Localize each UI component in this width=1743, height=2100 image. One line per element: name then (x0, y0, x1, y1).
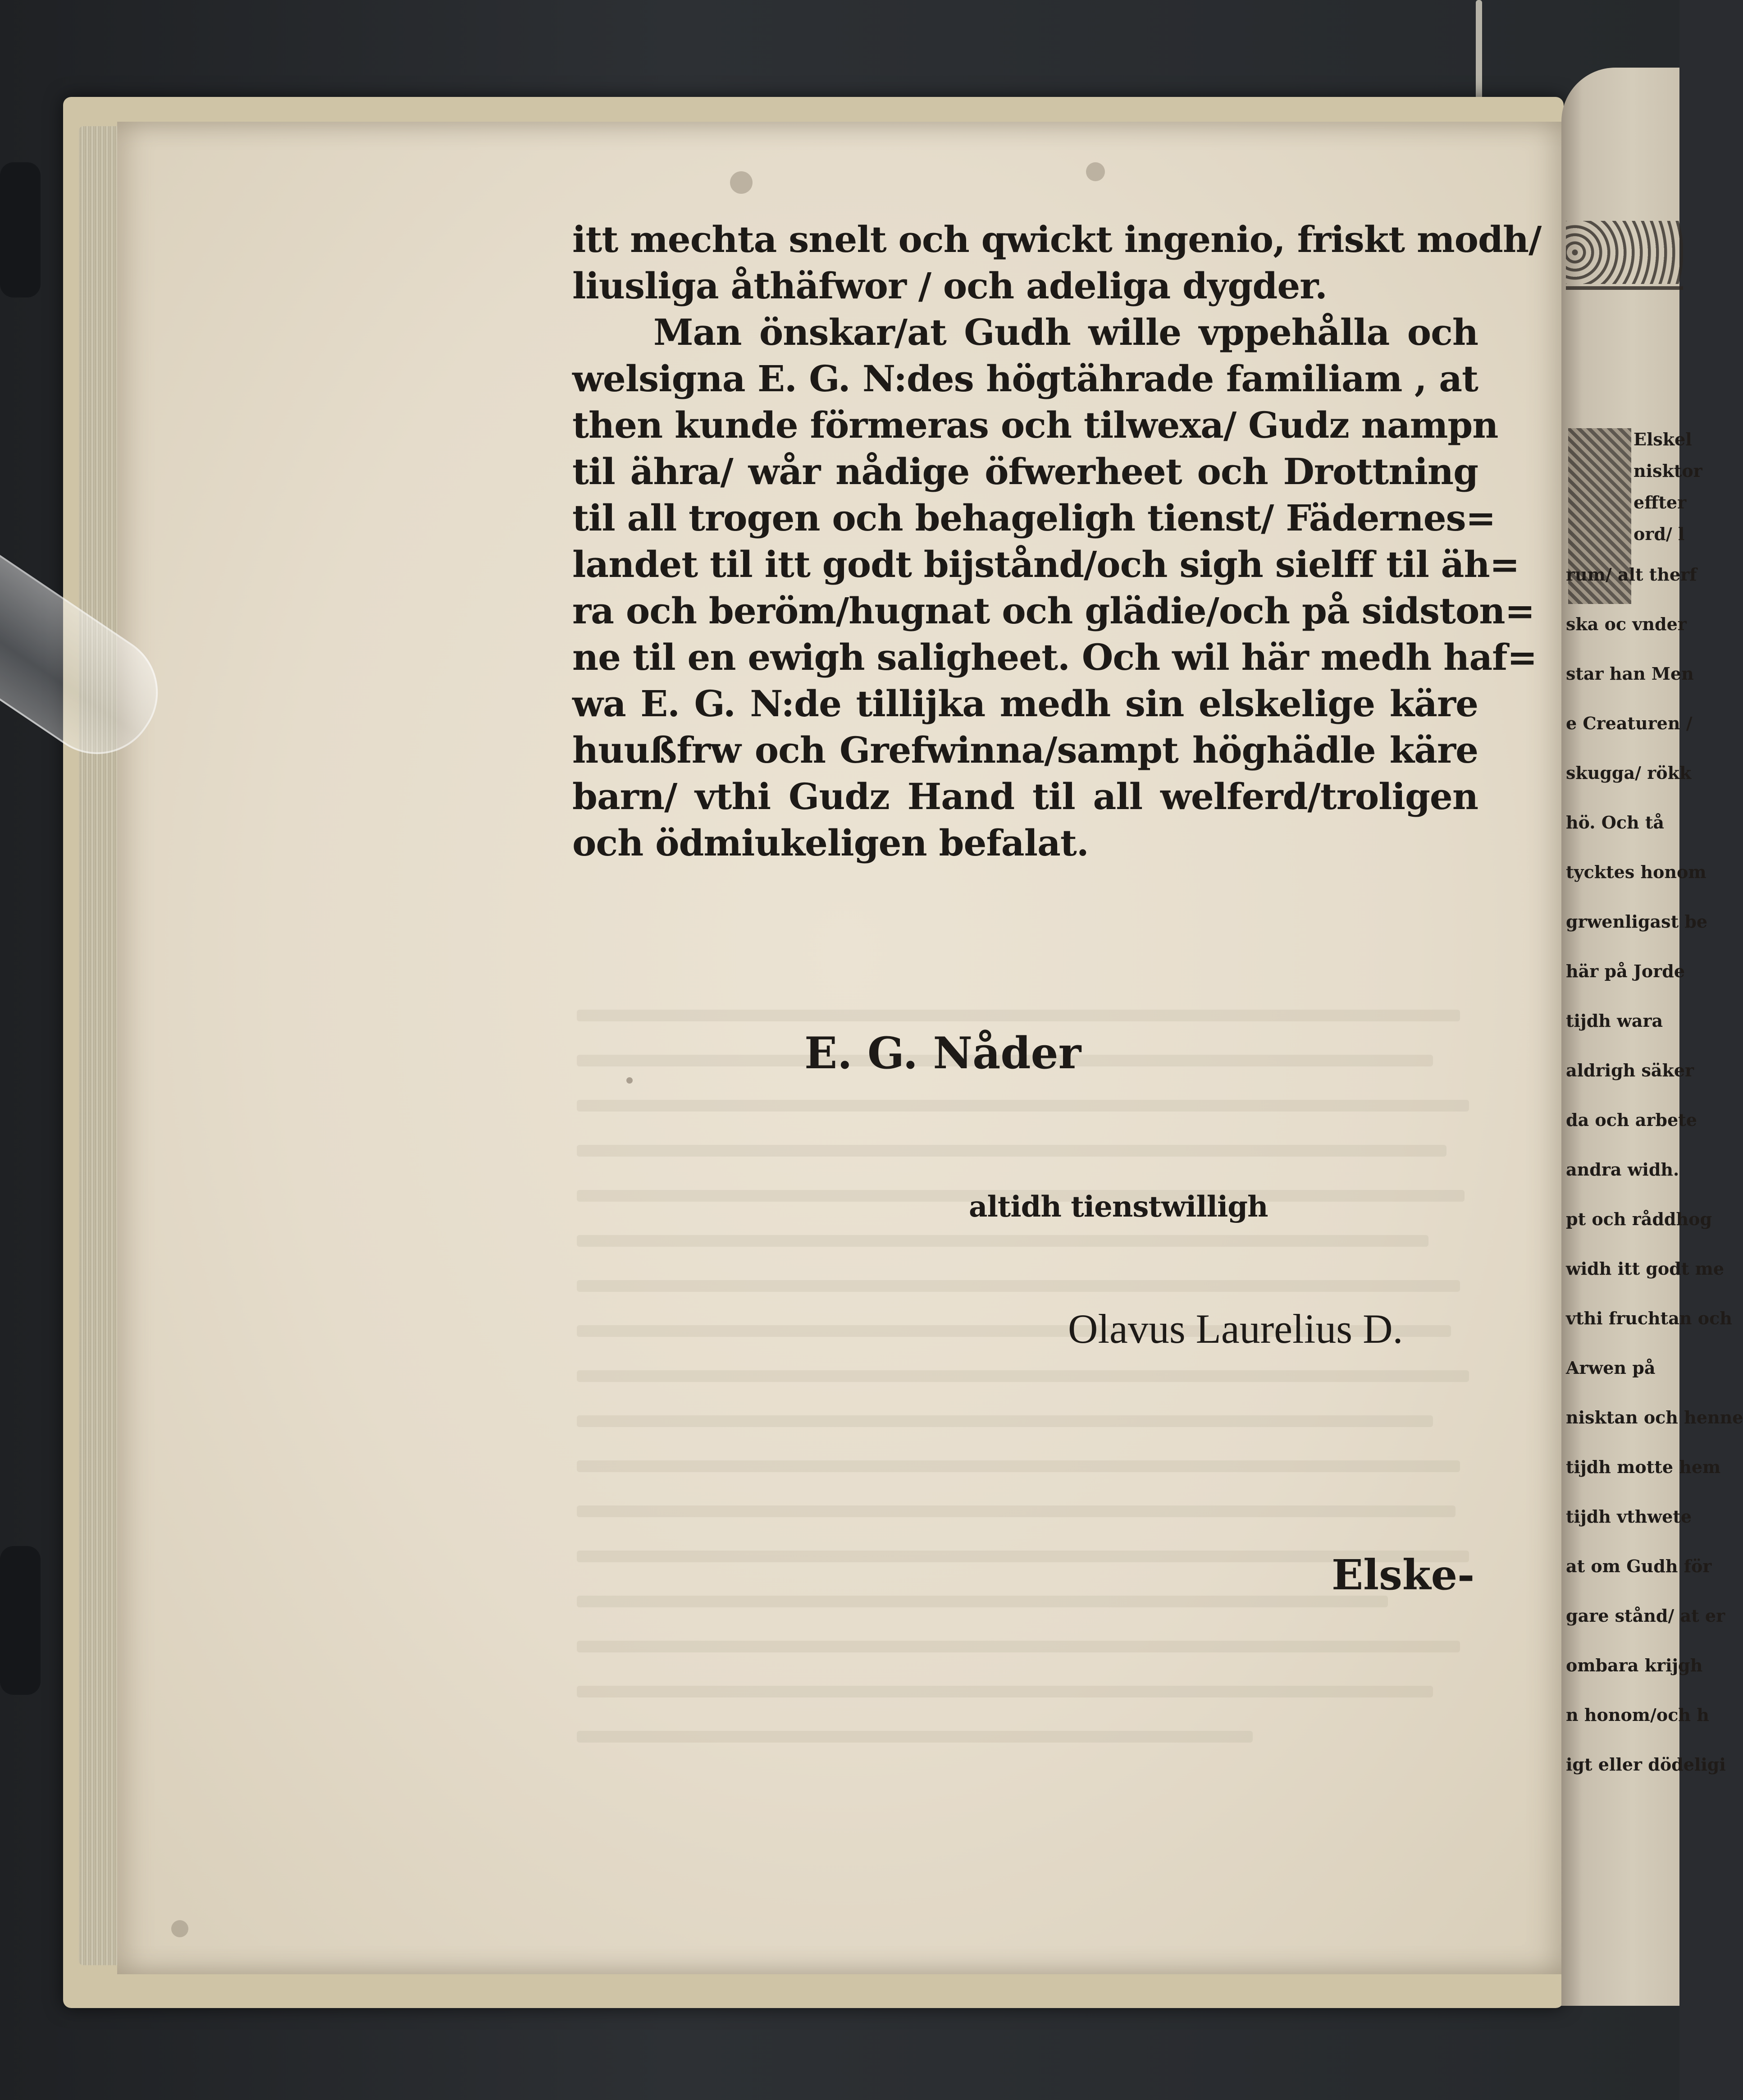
bleed-through-line (577, 1100, 1469, 1112)
bleed-through-line (577, 1235, 1428, 1247)
body-line: wa E. G. N:de tillijka medh sin elskelige käre (572, 682, 1478, 725)
next-page-line: igt eller dödeligi (1566, 1754, 1726, 1775)
paper-speck (730, 171, 753, 194)
body-line: och ödmiukeligen befalat. (572, 822, 1089, 864)
next-page-line: effter (1633, 492, 1687, 512)
bleed-through-line (577, 1280, 1460, 1292)
paper-speck (1086, 162, 1105, 181)
body-line: til ähra/ wår nådige öfwerheet och Drottning (572, 450, 1478, 493)
clip-top-left (0, 162, 41, 297)
next-page-line: widh itt godt me (1566, 1258, 1724, 1279)
next-page-line: Elskel (1633, 429, 1692, 449)
body-line: liusliga åthäfwor / och adeliga dygder. (572, 265, 1327, 307)
bleed-through-line (577, 1010, 1460, 1021)
paper-speck (626, 1077, 633, 1084)
body-line: welsigna E. G. N:des högtährade familiam , at (572, 357, 1478, 400)
next-page-line: här på Jorde (1566, 961, 1685, 981)
next-page-line: da och arbete (1566, 1110, 1697, 1130)
next-page-line: ord/ l (1633, 524, 1685, 544)
next-page-line: e Creaturen / (1566, 713, 1693, 733)
body-line: huußfrw och Grefwinna/sampt höghädle käre (572, 729, 1478, 771)
author-signature: Olavus Laurelius D. (1068, 1306, 1403, 1352)
bleed-through-line (577, 1596, 1388, 1607)
ornament-rule (1566, 286, 1683, 290)
next-page-edge (1561, 68, 1743, 2006)
body-line: ra och beröm/hugnat och glädie/och på sidston= (572, 590, 1535, 632)
body-line: itt mechta snelt och qwickt ingenio, friskt modh/ (572, 218, 1542, 261)
bleed-through-line (577, 1460, 1460, 1472)
body-text-block (572, 216, 1542, 866)
next-page-line: tijdh wara (1566, 1011, 1663, 1031)
bleed-through-line (577, 1415, 1433, 1427)
body-line: til all trogen och behageligh tienst/ Fädernes= (572, 497, 1496, 539)
next-page-line: pt och råddhog (1566, 1209, 1712, 1229)
next-page-line: ombara krijgh (1566, 1655, 1703, 1675)
next-page-line: at om Gudh för (1566, 1556, 1712, 1576)
clip-bottom-left (0, 1546, 41, 1695)
bleed-through-line (577, 1641, 1460, 1652)
bleed-through-line (577, 1686, 1433, 1697)
next-page-line: gare stånd/ at er (1566, 1606, 1725, 1626)
next-page-line: ska oc vnder (1566, 614, 1687, 634)
bleed-through-line (577, 1505, 1456, 1517)
ornament-band-icon (1566, 221, 1683, 284)
body-line: Man önskar/at Gudh wille vppehålla och (653, 311, 1478, 353)
catchword: Elske- (1332, 1551, 1475, 1599)
next-page-text (1566, 424, 1743, 1789)
next-page-line: grwenligast be (1566, 911, 1708, 932)
next-page-line: n honom/och h (1566, 1705, 1709, 1725)
bleed-through-line (577, 1370, 1469, 1382)
closing-formula: E. G. Nåder (804, 1028, 1081, 1079)
body-line: ne til en ewigh saligheet. Och wil här medh haf= (572, 636, 1537, 678)
next-page-line: nisktan och henne (1566, 1407, 1743, 1427)
next-page-line: tijdh vthwete (1566, 1506, 1692, 1527)
bleed-through-line (577, 1731, 1253, 1743)
body-line: then kunde förmeras och tilwexa/ Gudz nampn (572, 404, 1498, 446)
next-page-line: tycktes honom (1566, 862, 1706, 882)
next-page-line: andra widh. (1566, 1159, 1679, 1180)
next-page-line: tijdh motte hem (1566, 1457, 1721, 1477)
body-line: barn/ vthi Gudz Hand til all welferd/troligen (572, 775, 1478, 818)
next-page-line: star han Men (1566, 663, 1694, 684)
next-page-line: skugga/ rökk (1566, 763, 1692, 783)
next-page-line: hö. Och tå (1566, 812, 1665, 833)
bleed-through-line (577, 1145, 1446, 1157)
next-page-line: vthi fruchtan och (1566, 1308, 1732, 1328)
paper-speck (171, 1920, 188, 1937)
next-page-line: rum/ alt therf (1566, 564, 1697, 585)
next-page-line: aldrigh säker (1566, 1060, 1694, 1080)
next-page-line: Arwen på (1566, 1358, 1656, 1378)
next-page-line: nisktor (1633, 461, 1702, 481)
body-line: landet til itt godt bijstånd/och sigh sielff til äh= (572, 543, 1519, 586)
subscription-line: altidh tienstwilligh (969, 1190, 1268, 1224)
